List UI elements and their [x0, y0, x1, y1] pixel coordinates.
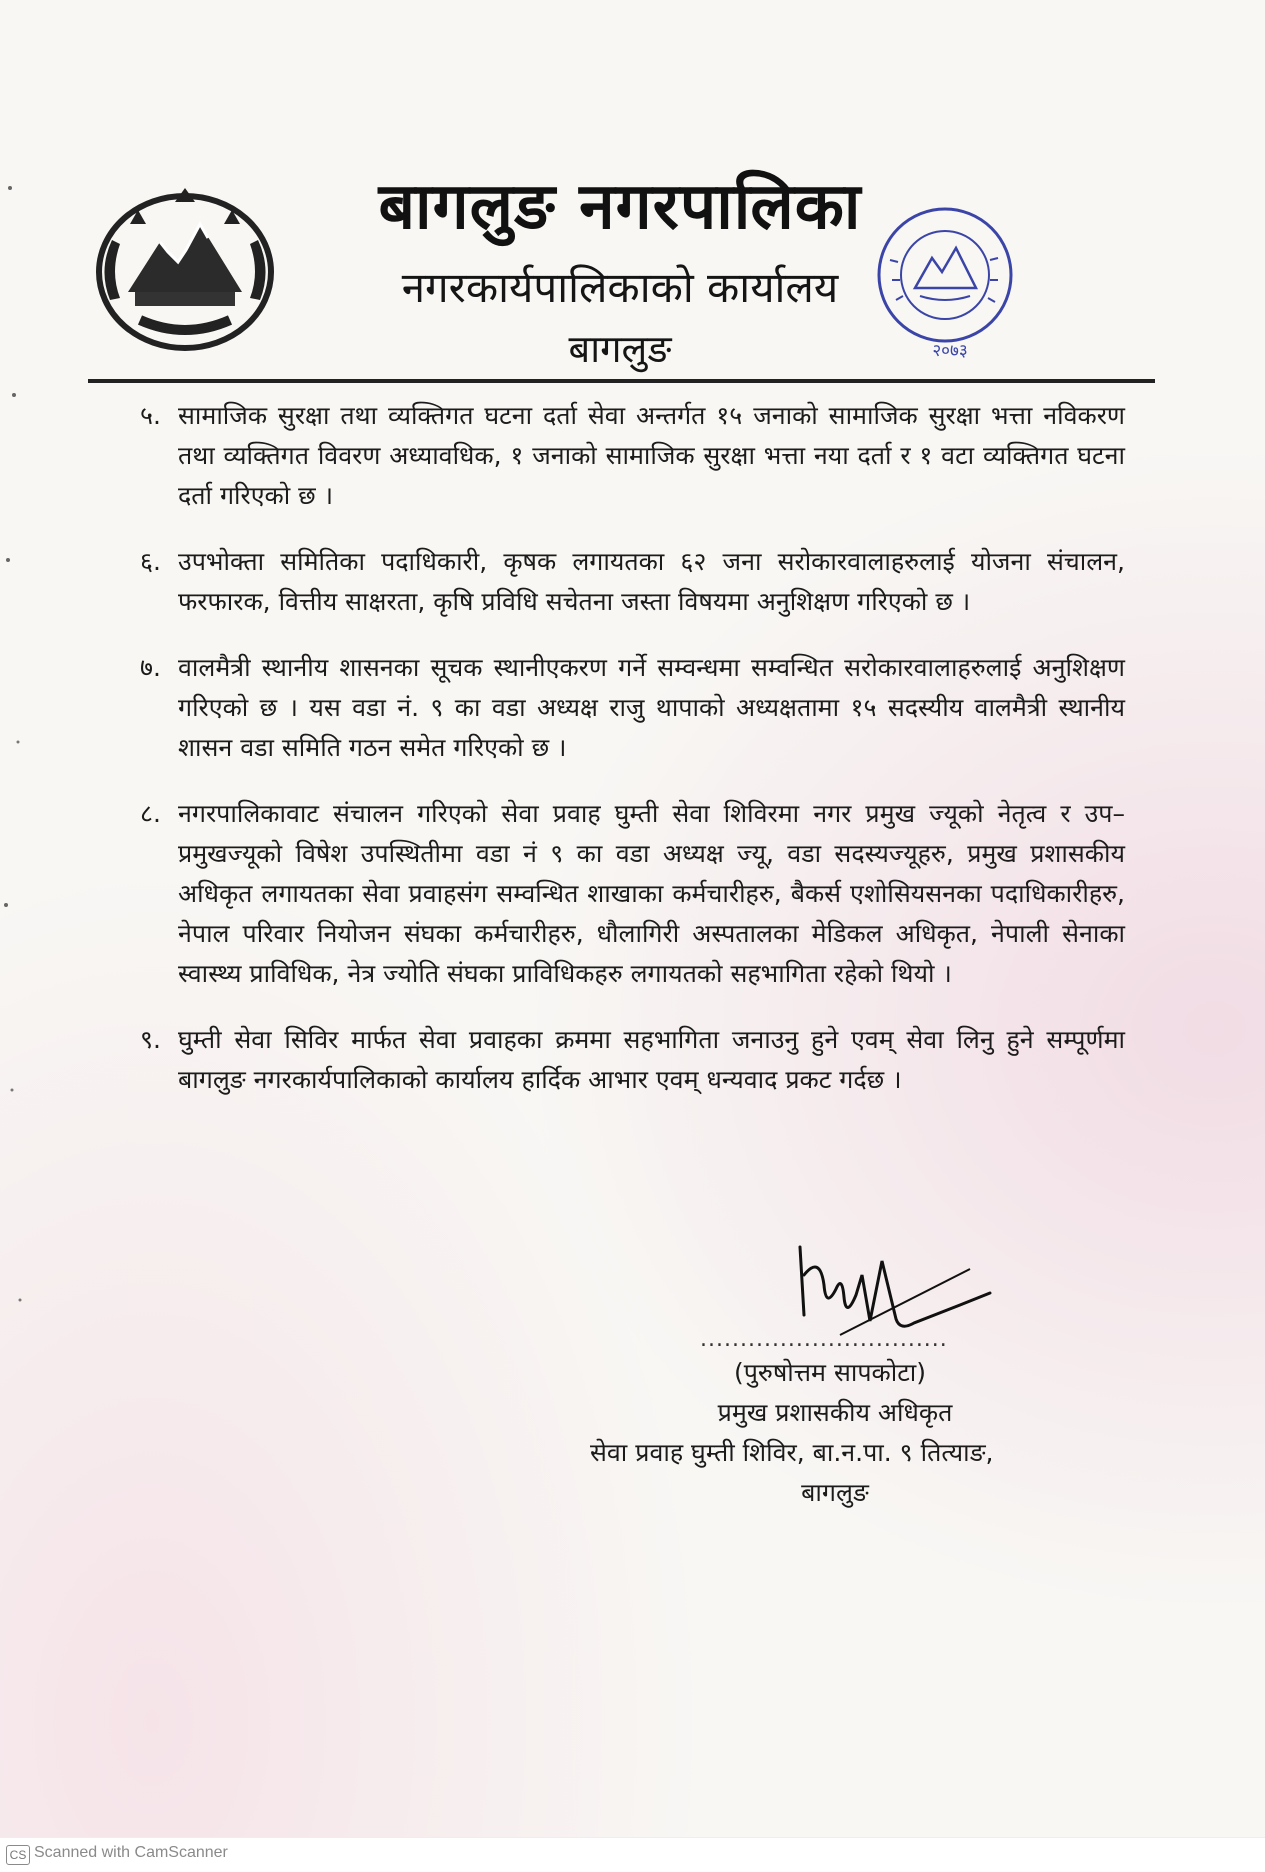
- item-text: उपभोक्ता समितिका पदाधिकारी, कृषक लगायतका ६२ जना सरोकारवालाहरुलाई योजना संचालन, फरफारक, वित्तीय साक्षरता, कृषि प्रविधि सचेतना जस्ता विषयमा अनुशिक्षण गरिएको छ ।: [178, 547, 1125, 616]
- stamp-year: २०७३: [932, 341, 968, 361]
- signatory-name: (पुरुषोत्तम सापकोटा): [733, 1358, 927, 1387]
- camscanner-badge: CS: [6, 1845, 30, 1865]
- nepal-emblem-icon: [90, 180, 280, 355]
- list-item: [140, 1020, 1125, 1100]
- header-city: बागलुङ: [568, 327, 672, 371]
- body-list: [140, 396, 1125, 1126]
- municipality-title: बागलुङ नगरपालिका: [378, 170, 862, 244]
- item-number: ७.: [140, 653, 161, 682]
- signature-block: [590, 1235, 1130, 1565]
- item-number: ६.: [140, 547, 161, 576]
- office-subtitle: नगरकार्यपालिकाको कार्यालय: [401, 263, 839, 312]
- list-item: [140, 648, 1125, 768]
- scan-specks: [0, 0, 40, 1871]
- scanner-footer: [0, 1837, 1265, 1872]
- signature-line: ...............................: [700, 1327, 948, 1352]
- list-item: [140, 794, 1125, 994]
- list-item: [140, 542, 1125, 622]
- item-number: ५.: [140, 401, 161, 430]
- header-divider: [88, 379, 1155, 383]
- list-item: [140, 396, 1125, 516]
- signatory-place: सेवा प्रवाह घुम्ती शिविर, बा.न.पा. ९ तित्याङ,: [590, 1438, 994, 1467]
- item-text: घुम्ती सेवा सिविर मार्फत सेवा प्रवाहका क्रममा सहभागिता जनाउनु हुने एवम् सेवा लिनु हुने सम्पूर्णमा बागलुङ नगरकार्यपालिकाको कार्यालय हार्दिक आभार एवम् धन्यवाद प्रकट गर्दछ ।: [178, 1025, 1125, 1094]
- office-stamp-icon: [870, 200, 1020, 350]
- signatory-city: बागलुङ: [801, 1478, 869, 1507]
- item-text: वालमैत्री स्थानीय शासनका सूचक स्थानीएकरण गर्ने सम्वन्धमा सम्वन्धित सरोकारवालाहरुलाई अनुशिक्षण गरिएको छ । यस वडा नं. ९ का वडा अध्यक्ष राजु थापाको अध्यक्षतामा १५ सदस्यीय वालमैत्री स्थानीय शासन वडा समिति गठन समेत गरिएको छ ।: [178, 653, 1125, 762]
- camscanner-text: Scanned with CamScanner: [34, 1844, 228, 1861]
- signatory-title: प्रमुख प्रशासकीय अधिकृत: [717, 1398, 953, 1427]
- item-number: ९.: [140, 1025, 161, 1054]
- item-text: नगरपालिकावाट संचालन गरिएको सेवा प्रवाह घुम्ती सेवा शिविरमा नगर प्रमुख ज्यूको नेतृत्व र उप–प्रमुखज्यूको विषेश उपस्थितीमा वडा नं ९ का वडा अध्यक्ष ज्यू, वडा सदस्यज्यूहरु, प्रमुख प्रशासकीय अधिकृत लगायतका सेवा प्रवाहसंग सम्वन्धित शाखाका कर्मचारीहरु, बैकर्स एशोसियसनका पदाधिकारीहरु, नेपाल परिवार नियोजन संघका कर्मचारीहरु, धौलागिरी अस्पतालका मेडिकल अधिकृत, नेपाली सेनाका स्वास्थ्य प्राविधिक, नेत्र ज्योति संघका प्राविधिकहरु लगायतको सहभागिता रहेको थियो ।: [178, 799, 1125, 988]
- item-number: ८.: [140, 799, 161, 828]
- item-text: सामाजिक सुरक्षा तथा व्यक्तिगत घटना दर्ता सेवा अन्तर्गत १५ जनाको सामाजिक सुरक्षा भत्ता नविकरण तथा व्यक्तिगत विवरण अध्यावधिक, १ जनाको सामाजिक सुरक्षा भत्ता नया दर्ता र १ वटा व्यक्तिगत घटना दर्ता गरिएको छ ।: [178, 401, 1125, 510]
